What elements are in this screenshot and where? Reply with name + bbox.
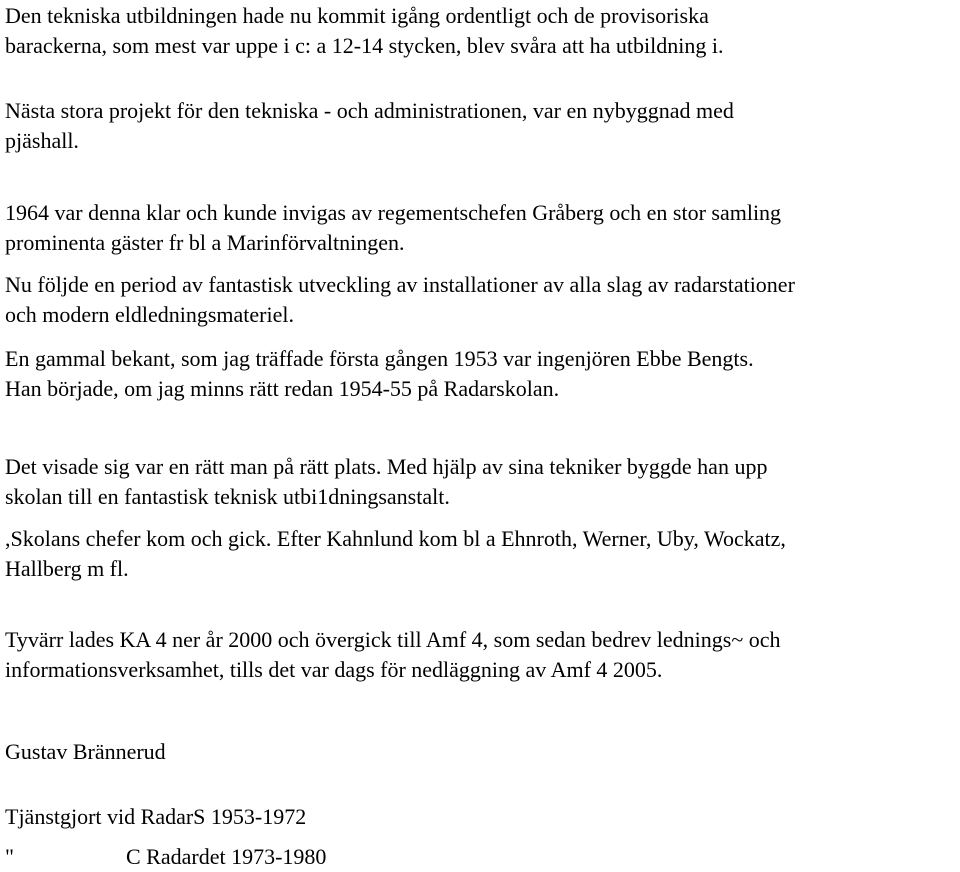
paragraph-line: barackerna, som mest var uppe i c: a 12-14 stycken, blev svåra att ha utbildning i.: [5, 33, 724, 58]
paragraph-line: Hallberg m fl.: [5, 556, 129, 581]
ditto-text: C Radardet 1973-1980: [126, 844, 327, 869]
signature-name: Gustav Brännerud: [5, 739, 166, 764]
paragraph-line: Den tekniska utbildningen hade nu kommit igång ordentligt och de provisoriska: [5, 3, 709, 28]
paragraph-line: pjäshall.: [5, 128, 79, 153]
paragraph-line: och modern eldledningsmateriel.: [5, 302, 294, 327]
paragraph-line: Det visade sig var en rätt man på rätt plats. Med hjälp av sina tekniker byggde han upp: [5, 454, 768, 479]
paragraph-technical-training: [5, 1, 955, 61]
paragraph-line: Han började, om jag minns rätt redan 1954-55 på Radarskolan.: [5, 376, 560, 401]
paragraph-right-man: [5, 452, 955, 512]
paragraph-development-period: [5, 270, 955, 330]
paragraph-school-chiefs: [5, 524, 955, 584]
paragraph-line: Nästa stora projekt för den tekniska - och administrationen, var en nybyggnad med: [5, 98, 734, 123]
ditto-mark: ": [5, 844, 14, 869]
paragraph-line: prominenta gäster fr bl a Marinförvaltningen.: [5, 230, 405, 255]
paragraph-line: skolan till en fantastisk teknisk utbi1dningsanstalt.: [5, 484, 450, 509]
paragraph-line: 1964 var denna klar och kunde invigas av regementschefen Gråberg och en stor samling: [5, 200, 782, 225]
paragraph-inauguration-1964: [5, 198, 955, 258]
paragraph-ebbe-bengts: [5, 344, 955, 404]
paragraph-line: En gammal bekant, som jag träffade första gången 1953 var ingenjören Ebbe Bengts.: [5, 346, 754, 371]
paragraph-closure: [5, 625, 955, 685]
paragraph-line: Tyvärr lades KA 4 ner år 2000 och övergick till Amf 4, som sedan bedrev lednings~ och: [5, 627, 781, 652]
signature-service-line: Tjänstgjort vid RadarS 1953-1972: [5, 804, 307, 829]
paragraph-line: informationsverksamhet, tills det var dags för nedläggning av Amf 4 2005.: [5, 657, 663, 682]
paragraph-next-project: [5, 96, 955, 156]
paragraph-line: ,Skolans chefer kom och gick. Efter Kahnlund kom bl a Ehnroth, Werner, Uby, Wockatz,: [5, 526, 786, 551]
signature-ditto-line: [5, 842, 955, 872]
paragraph-line: Nu följde en period av fantastisk utveckling av installationer av alla slag av radarstationer: [5, 272, 795, 297]
